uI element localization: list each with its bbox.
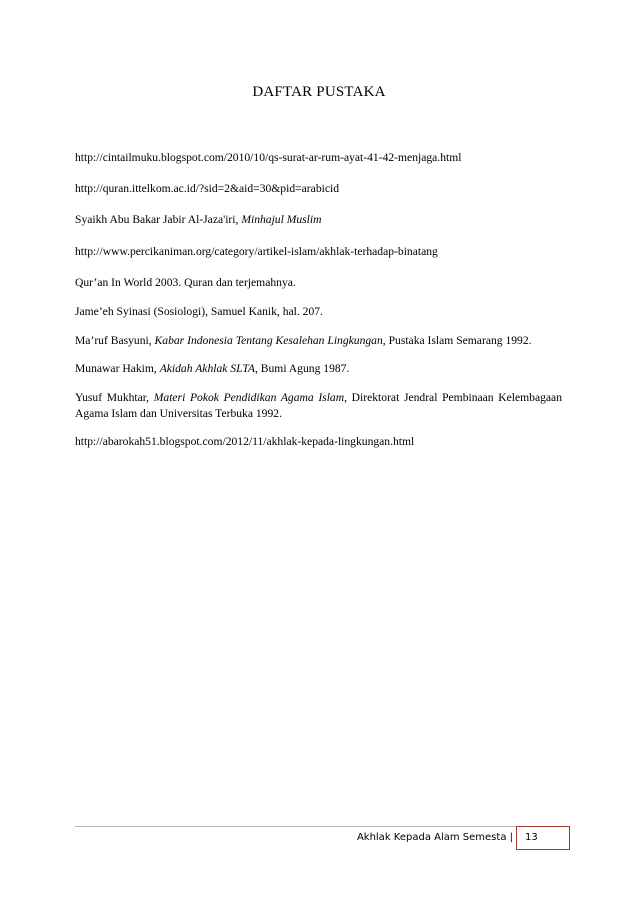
reference-item [75,434,562,450]
reference-publisher: , Pustaka Islam Semarang 1992. [382,334,532,347]
reference-author: Syaikh Abu Bakar Jabir Al-Jaza'iri, [75,213,242,226]
reference-text: http://abarokah51.blogspot.com/2012/11/akhlak-kepada-lingkungan.html [75,435,415,448]
reference-title: Kabar Indonesia Tentang Kesalehan Lingkungan [154,334,383,347]
reference-author: Munawar Hakim, [75,362,160,375]
reference-text: http://www.percikaniman.org/category/artikel-islam/akhlak-terhadap-binatang [75,245,438,258]
reference-text: http://cintailmuku.blogspot.com/2010/10/qs-surat-ar-rum-ayat-41-42-menjaga.html [75,151,462,164]
reference-publisher: , Direktorat Jendral Pembinaan Kelembagaan Agama Islam dan Universitas Terbuka 1992. [75,391,562,420]
reference-item [75,304,562,320]
reference-item [75,150,562,166]
page-title: DAFTAR PUSTAKA [252,84,386,100]
reference-item [75,275,562,291]
reference-text: Jame’eh Syinasi (Sosiologi), Samuel Kanik, hal. 207. [75,305,323,318]
page-number: 13 [525,832,538,843]
footer-running-title: Akhlak Kepada Alam Semesta | [356,832,513,843]
footer-divider [75,826,568,827]
reference-title: Materi Pokok Pendidikan Agama Islam [153,391,345,404]
reference-list [75,150,562,450]
reference-text: http://quran.ittelkom.ac.id/?sid=2&aid=30&pid=arabicid [75,182,339,195]
reference-title: Minhajul Muslim [241,213,322,226]
reference-item [75,361,562,377]
reference-item [75,390,562,422]
reference-title: Akidah Akhlak SLTA [159,362,255,375]
reference-item [75,212,562,228]
reference-author: Ma’ruf Basyuni, [75,334,155,347]
reference-publisher: , Bumi Agung 1987. [254,362,350,375]
reference-author: Yusuf Mukhtar, [75,391,154,404]
reference-text: Qur’an In World 2003. Quran dan terjemahnya. [75,276,296,289]
reference-item [75,181,562,197]
reference-item [75,333,562,349]
reference-item [75,244,562,260]
